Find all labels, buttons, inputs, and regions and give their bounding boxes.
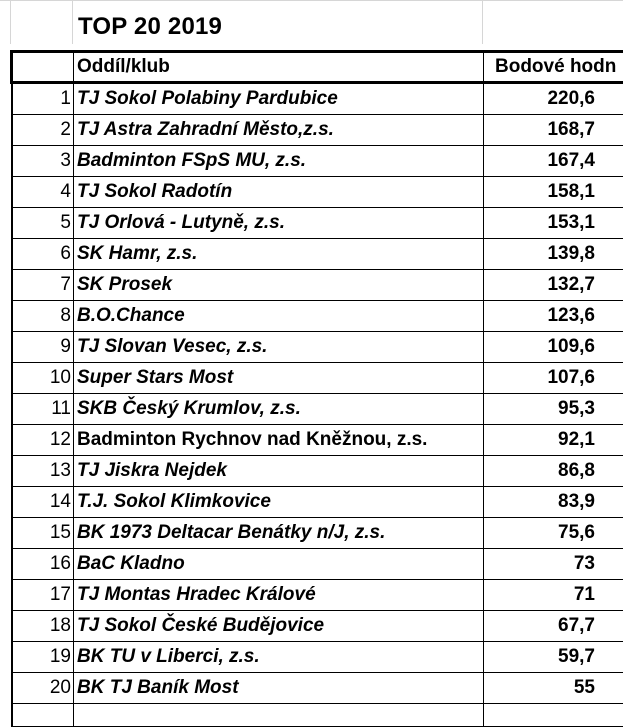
points-cell[interactable]: 107,6 xyxy=(484,363,623,394)
rank-cell[interactable]: 7 xyxy=(12,270,74,301)
points-cell[interactable]: 83,9 xyxy=(484,487,623,518)
points-cell[interactable]: 132,7 xyxy=(484,270,623,301)
club-cell[interactable]: TJ Sokol České Budějovice xyxy=(74,611,484,642)
points-cell[interactable]: 109,6 xyxy=(484,332,623,363)
rank-cell[interactable]: 3 xyxy=(12,146,74,177)
rank-cell[interactable]: 9 xyxy=(12,332,74,363)
club-cell[interactable]: BK TU v Liberci, z.s. xyxy=(74,642,484,673)
empty-cell[interactable] xyxy=(74,704,484,727)
points-cell[interactable]: 167,4 xyxy=(484,146,623,177)
empty-cell[interactable] xyxy=(12,704,74,727)
club-cell[interactable]: Badminton FSpS MU, z.s. xyxy=(74,146,484,177)
rank-cell[interactable]: 1 xyxy=(12,83,74,115)
rank-cell[interactable]: 11 xyxy=(12,394,74,425)
rank-cell[interactable]: 17 xyxy=(12,580,74,611)
table-row xyxy=(12,642,623,673)
club-cell[interactable]: TJ Montas Hradec Králové xyxy=(74,580,484,611)
club-cell[interactable]: SK Hamr, z.s. xyxy=(74,239,484,270)
rank-cell[interactable]: 19 xyxy=(12,642,74,673)
table-row xyxy=(12,239,623,270)
points-cell[interactable]: 86,8 xyxy=(484,456,623,487)
table-row xyxy=(12,518,623,549)
rank-cell[interactable]: 5 xyxy=(12,208,74,239)
sheet-title: TOP 20 2019 xyxy=(78,13,222,41)
club-cell[interactable]: Super Stars Most xyxy=(74,363,484,394)
rank-cell[interactable]: 18 xyxy=(12,611,74,642)
club-cell[interactable]: TJ Slovan Vesec, z.s. xyxy=(74,332,484,363)
table-row xyxy=(12,208,623,239)
club-cell[interactable]: TJ Astra Zahradní Město,z.s. xyxy=(74,115,484,146)
rank-cell[interactable]: 20 xyxy=(12,673,74,704)
points-cell[interactable]: 123,6 xyxy=(484,301,623,332)
rank-cell[interactable]: 14 xyxy=(12,487,74,518)
table-row xyxy=(12,580,623,611)
points-cell[interactable]: 67,7 xyxy=(484,611,623,642)
club-cell[interactable]: BK 1973 Deltacar Benátky n/J, z.s. xyxy=(74,518,484,549)
rank-cell[interactable]: 10 xyxy=(12,363,74,394)
points-cell[interactable]: 158,1 xyxy=(484,177,623,208)
empty-row xyxy=(12,704,623,727)
table-row xyxy=(12,673,623,704)
points-cell[interactable]: 55 xyxy=(484,673,623,704)
table-row xyxy=(12,177,623,208)
table-row xyxy=(12,83,623,115)
club-cell[interactable]: TJ Jiskra Nejdek xyxy=(74,456,484,487)
table-row xyxy=(12,270,623,301)
club-cell[interactable]: B.O.Chance xyxy=(74,301,484,332)
table-row xyxy=(12,456,623,487)
table-row xyxy=(12,146,623,177)
table-row xyxy=(12,332,623,363)
rank-cell[interactable]: 12 xyxy=(12,425,74,456)
club-cell[interactable]: SKB Český Krumlov, z.s. xyxy=(74,394,484,425)
table-row xyxy=(12,425,623,456)
points-cell[interactable]: 75,6 xyxy=(484,518,623,549)
club-cell[interactable]: TJ Sokol Polabiny Pardubice xyxy=(74,83,484,115)
rank-cell[interactable]: 6 xyxy=(12,239,74,270)
rank-cell[interactable]: 2 xyxy=(12,115,74,146)
table-row xyxy=(12,363,623,394)
rank-cell[interactable]: 16 xyxy=(12,549,74,580)
points-cell[interactable]: 153,1 xyxy=(484,208,623,239)
table-row xyxy=(12,115,623,146)
ranking-table xyxy=(10,50,623,727)
points-cell[interactable]: 220,6 xyxy=(484,83,623,115)
points-cell[interactable]: 59,7 xyxy=(484,642,623,673)
points-cell[interactable]: 168,7 xyxy=(484,115,623,146)
club-cell[interactable]: TJ Orlová - Lutyně, z.s. xyxy=(74,208,484,239)
rank-cell[interactable]: 8 xyxy=(12,301,74,332)
points-cell[interactable]: 92,1 xyxy=(484,425,623,456)
header-row xyxy=(12,52,623,83)
points-cell[interactable]: 139,8 xyxy=(484,239,623,270)
header-points[interactable]: Bodové hodn xyxy=(484,52,623,83)
points-cell[interactable]: 73 xyxy=(484,549,623,580)
rank-cell[interactable]: 4 xyxy=(12,177,74,208)
points-cell[interactable]: 95,3 xyxy=(484,394,623,425)
club-cell[interactable]: BK TJ Baník Most xyxy=(74,673,484,704)
empty-cell[interactable] xyxy=(484,704,623,727)
header-club[interactable]: Oddíl/klub xyxy=(74,52,484,83)
table-row xyxy=(12,611,623,642)
club-cell[interactable]: T.J. Sokol Klimkovice xyxy=(74,487,484,518)
club-cell[interactable]: Badminton Rychnov nad Kněžnou, z.s. xyxy=(74,425,484,456)
club-cell[interactable]: SK Prosek xyxy=(74,270,484,301)
club-cell[interactable]: BaC Kladno xyxy=(74,549,484,580)
rank-cell[interactable]: 15 xyxy=(12,518,74,549)
table-row xyxy=(12,301,623,332)
rank-cell[interactable]: 13 xyxy=(12,456,74,487)
table-row xyxy=(12,487,623,518)
table-row xyxy=(12,549,623,580)
club-cell[interactable]: TJ Sokol Radotín xyxy=(74,177,484,208)
table-row xyxy=(12,394,623,425)
header-rank[interactable] xyxy=(12,52,74,83)
points-cell[interactable]: 71 xyxy=(484,580,623,611)
